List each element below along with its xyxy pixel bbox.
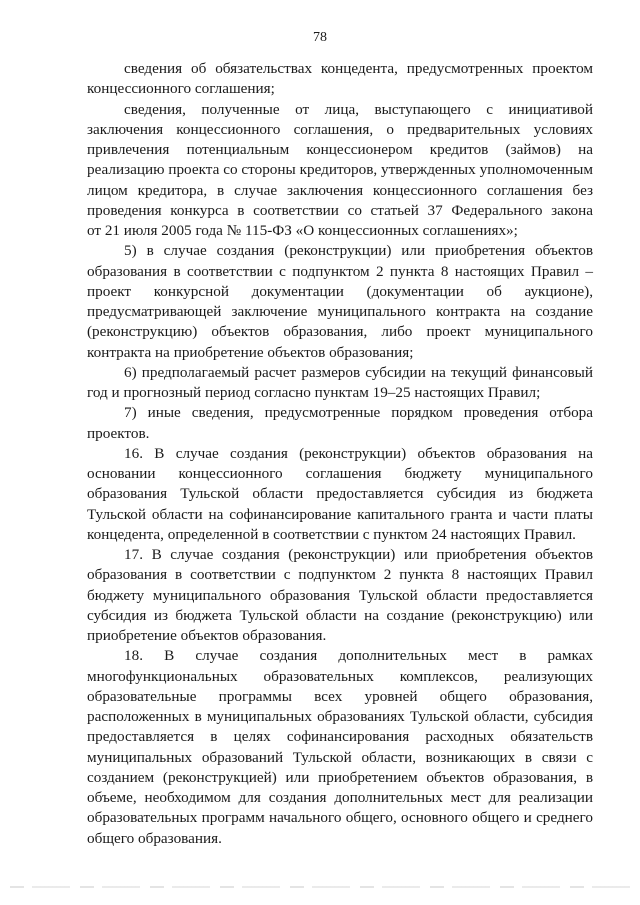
text-line: созданием (реконструкцией) или приобретением объектов образования, в bbox=[87, 768, 593, 786]
text-line: расположенных в муниципальных образованиях Тульской области, субсидия bbox=[87, 708, 593, 725]
text-line: 18. В случае создания дополнительных мест в рамках bbox=[124, 647, 593, 665]
text-line: реализацию проекта со стороны кредиторов, утвержденных уполномоченным bbox=[87, 161, 593, 179]
text-line: предусматривающей заключение муниципального контракта на создание bbox=[87, 303, 593, 320]
text-line: объеме, необходимом для создания дополнительных мест для реализации bbox=[87, 789, 593, 806]
text-line: проект конкурсной документации (документации об аукционе), bbox=[87, 282, 593, 300]
text-line: образования в соответствии с подпунктом 2 пункта 8 настоящих Правил – bbox=[87, 262, 593, 280]
text-line: 6) предполагаемый расчет размеров субсидии на текущий финансовый bbox=[124, 363, 593, 381]
paragraph-obligations bbox=[87, 59, 593, 100]
text-line: субсидия из бюджета Тульской области на создание (реконструкцию) или bbox=[87, 606, 593, 624]
text-line: проведения конкурса в соответствии со статьей 37 Федерального закона bbox=[87, 201, 593, 219]
text-line: год и прогнозный период согласно пунктам 19–25 настоящих Правил; bbox=[87, 384, 541, 401]
document-body bbox=[87, 59, 593, 849]
paragraph-item-5 bbox=[87, 241, 593, 363]
text-line: 17. В случае создания (реконструкции) или приобретения объектов bbox=[124, 546, 593, 563]
text-line: образования Тульской области предоставляется субсидия из бюджета bbox=[87, 485, 593, 503]
paragraph-clause-17 bbox=[87, 545, 593, 646]
text-line: образовательные программы всех уровней общего образования, bbox=[87, 687, 593, 705]
scan-artifact-line bbox=[10, 886, 630, 888]
paragraph-clause-18 bbox=[87, 646, 593, 849]
text-line: приобретение объектов образования. bbox=[87, 627, 327, 644]
text-line: привлечения потенциальным концессионером кредитов (займов) на bbox=[87, 141, 593, 158]
text-line: контракта на приобретение объектов образования; bbox=[87, 343, 414, 361]
text-line: муниципальных образований Тульской области, возникающих в связи с bbox=[87, 748, 593, 766]
text-line: проектов. bbox=[87, 424, 150, 442]
text-line: сведения, полученные от лица, выступающего с инициативой bbox=[124, 100, 593, 118]
text-line: заключения концессионного соглашения, о предварительных условиях bbox=[87, 120, 593, 138]
text-line: сведения об обязательствах концедента, предусмотренных проектом bbox=[124, 60, 593, 77]
text-line: концессионного соглашения; bbox=[87, 80, 275, 98]
text-line: 7) иные сведения, предусмотренные порядком проведения отбора bbox=[124, 404, 593, 422]
text-line: концедента, определенной в соответствии с пунктом 24 настоящих Правил. bbox=[87, 525, 576, 543]
paragraph-item-6 bbox=[87, 363, 593, 404]
paragraph-clause-16 bbox=[87, 444, 593, 545]
text-line: образования в соответствии с подпунктом 2 пункта 8 настоящих Правил bbox=[87, 566, 593, 584]
text-line: 5) в случае создания (реконструкции) или приобретения объектов bbox=[124, 242, 593, 260]
text-line: Тульской области на софинансирование капитального гранта и части платы bbox=[87, 505, 593, 523]
page-number: 78 bbox=[313, 30, 327, 45]
text-line: основании концессионного соглашения бюджету муниципального bbox=[87, 465, 593, 482]
text-line: образовательных программ начального общего, основного общего и среднего bbox=[87, 809, 593, 827]
text-line: 16. В случае создания (реконструкции) объектов образования на bbox=[124, 444, 593, 462]
paragraph-initiator-info bbox=[87, 100, 593, 242]
text-line: многофункциональных образовательных комплексов, реализующих bbox=[87, 667, 593, 685]
text-line: (реконструкцию) объектов образования, либо проект муниципального bbox=[87, 323, 593, 341]
text-line: предоставляется в целях софинансирования расходных обязательств bbox=[87, 728, 593, 746]
paragraph-item-7 bbox=[87, 403, 593, 444]
text-line: лицом кредитора, в случае заключения концессионного соглашения без bbox=[87, 181, 593, 199]
text-line: общего образования. bbox=[87, 829, 222, 847]
text-line: бюджету муниципального образования Тульской области предоставляется bbox=[87, 586, 593, 604]
text-line: от 21 июля 2005 года № 115-ФЗ «О концессионных соглашениях»; bbox=[87, 222, 518, 239]
